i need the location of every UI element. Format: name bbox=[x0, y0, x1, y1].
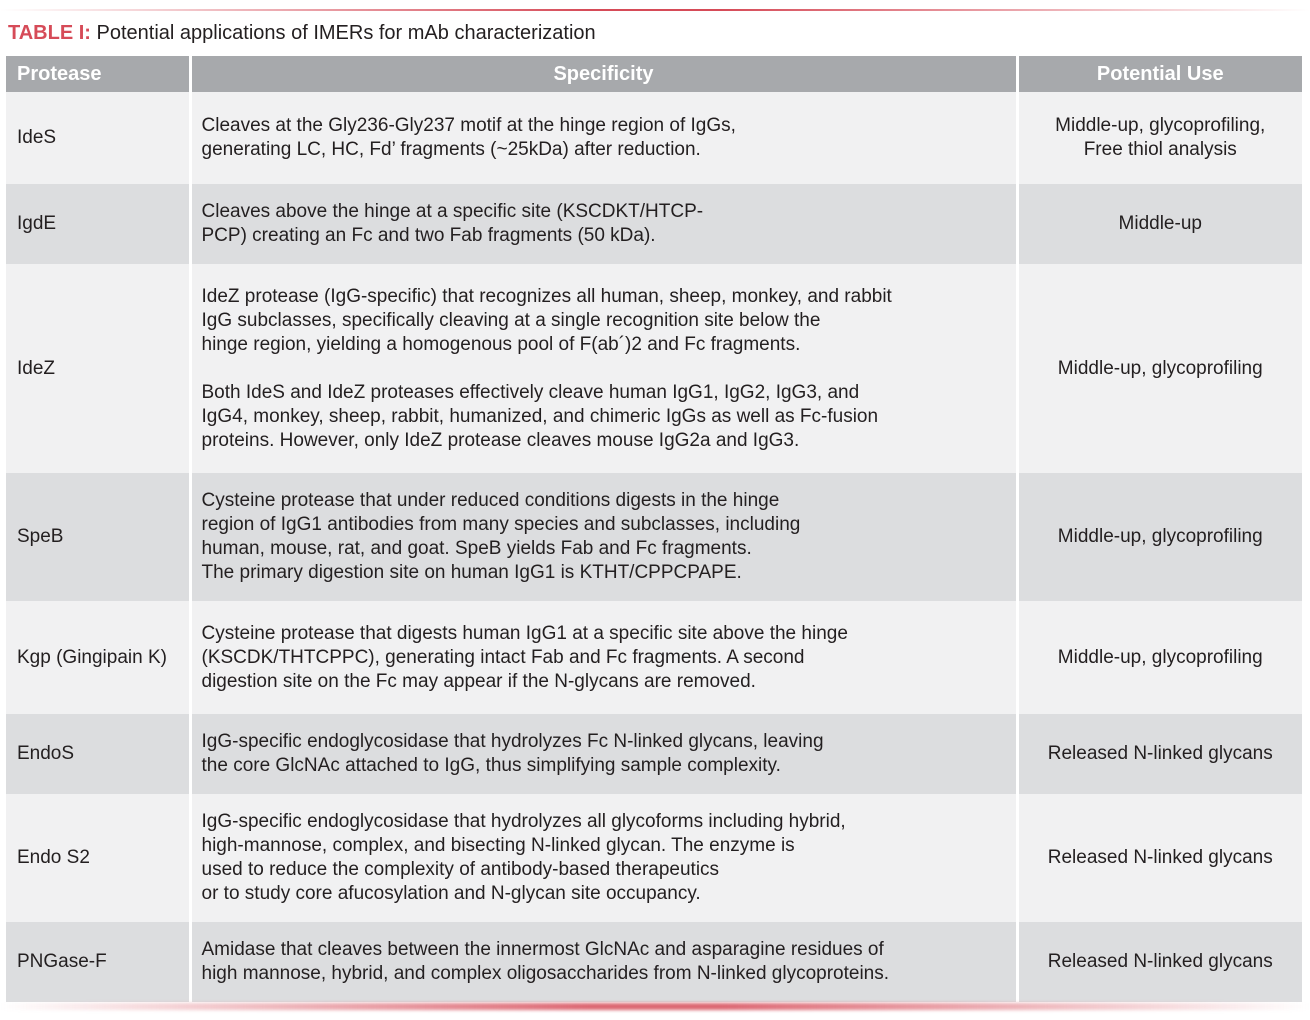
specificity-paragraph bbox=[202, 730, 1010, 778]
potential-use-line: Free thiol analysis bbox=[1083, 139, 1237, 160]
specificity-paragraph bbox=[202, 381, 1010, 453]
specificity-cell bbox=[190, 601, 1017, 714]
potential-use-line: Middle-up, glycoprofiling bbox=[1057, 526, 1263, 547]
specificity-line: The primary digestion site on human IgG1 is KTHT/CPPCPAPE. bbox=[201, 562, 742, 583]
specificity-line: PCP) creating an Fc and two Fab fragments (50 kDa). bbox=[201, 225, 656, 246]
specificity-line: generating LC, HC, Fd’ fragments (~25kDa) after reduction. bbox=[201, 139, 701, 160]
specificity-paragraph bbox=[202, 622, 1010, 694]
table-caption bbox=[8, 20, 596, 46]
protease-cell: IgdE bbox=[6, 184, 190, 264]
table-row bbox=[6, 473, 1302, 601]
protease-cell: SpeB bbox=[6, 473, 190, 601]
table-row bbox=[6, 601, 1302, 714]
caption-label: TABLE I: bbox=[8, 22, 91, 44]
specificity-line: hinge region, yielding a homogenous pool of F(ab´)2 and Fc fragments. bbox=[201, 333, 801, 355]
protease-cell: IdeZ bbox=[6, 264, 190, 473]
table-row bbox=[6, 264, 1302, 473]
specificity-line: region of IgG1 antibodies from many species and subclasses, including bbox=[201, 514, 801, 535]
specificity-paragraph bbox=[202, 810, 1010, 906]
specificity-cell bbox=[190, 184, 1017, 264]
potential-use-line: Middle-up, glycoprofiling bbox=[1057, 357, 1263, 379]
table-row bbox=[6, 184, 1302, 264]
protease-cell: PNGase-F bbox=[6, 922, 190, 1002]
bottom-accent-rule bbox=[0, 1003, 1310, 1010]
table-row bbox=[6, 92, 1302, 184]
table-row bbox=[6, 922, 1302, 1002]
specificity-cell bbox=[190, 92, 1017, 184]
specificity-line: IdeZ protease (IgG-specific) that recognizes all human, sheep, monkey, and rabbit bbox=[201, 285, 892, 307]
protease-cell: Endo S2 bbox=[6, 794, 190, 922]
specificity-cell bbox=[190, 922, 1017, 1002]
protease-table bbox=[6, 56, 1302, 1002]
potential-use-line: Released N-linked glycans bbox=[1047, 951, 1273, 972]
potential-use-line: Released N-linked glycans bbox=[1047, 847, 1273, 868]
potential-use-cell bbox=[1017, 184, 1302, 264]
specificity-line: IgG subclasses, specifically cleaving at a single recognition site below the bbox=[201, 309, 821, 331]
specificity-paragraph bbox=[202, 114, 1010, 162]
specificity-line: Amidase that cleaves between the innermost GlcNAc and asparagine residues of bbox=[201, 939, 884, 960]
specificity-line: proteins. However, only IdeZ protease cleaves mouse IgG2a and IgG3. bbox=[201, 429, 800, 451]
specificity-cell bbox=[190, 473, 1017, 601]
protease-cell: Kgp (Gingipain K) bbox=[6, 601, 190, 714]
potential-use-line: Middle-up bbox=[1118, 213, 1202, 234]
specificity-paragraph bbox=[202, 200, 1010, 248]
potential-use-cell bbox=[1017, 714, 1302, 794]
specificity-paragraph bbox=[202, 489, 1010, 585]
protease-cell: EndoS bbox=[6, 714, 190, 794]
specificity-cell bbox=[190, 714, 1017, 794]
table-row bbox=[6, 714, 1302, 794]
top-accent-rule bbox=[0, 9, 1310, 11]
potential-use-cell bbox=[1017, 264, 1302, 473]
caption-title: Potential applications of IMERs for mAb characterization bbox=[96, 22, 596, 44]
specificity-line: Cleaves at the Gly236-Gly237 motif at the hinge region of IgGs, bbox=[201, 115, 736, 136]
table-header-row bbox=[6, 56, 1302, 92]
specificity-line: human, mouse, rat, and goat. SpeB yields Fab and Fc fragments. bbox=[201, 538, 752, 559]
specificity-line: IgG-specific endoglycosidase that hydrolyzes Fc N-linked glycans, leaving bbox=[201, 731, 824, 752]
specificity-paragraph bbox=[202, 938, 1010, 986]
specificity-line: high mannose, hybrid, and complex oligosaccharides from N-linked glycoproteins. bbox=[201, 963, 890, 984]
table-row bbox=[6, 794, 1302, 922]
specificity-line: Cysteine protease that digests human IgG1 at a specific site above the hinge bbox=[201, 622, 848, 644]
specificity-line: (KSCDK/THTCPPC), generating intact Fab and Fc fragments. A second bbox=[201, 646, 805, 668]
specificity-line: the core GlcNAc attached to IgG, thus simplifying sample complexity. bbox=[201, 755, 781, 776]
potential-use-cell bbox=[1017, 794, 1302, 922]
specificity-paragraph bbox=[202, 285, 1010, 357]
specificity-line: Cysteine protease that under reduced conditions digests in the hinge bbox=[201, 490, 780, 511]
specificity-line: Cleaves above the hinge at a specific site (KSCDKT/HTCP- bbox=[201, 201, 704, 222]
specificity-line: IgG-specific endoglycosidase that hydrolyzes all glycoforms including hybrid, bbox=[201, 811, 846, 832]
specificity-cell bbox=[190, 794, 1017, 922]
potential-use-cell bbox=[1017, 473, 1302, 601]
specificity-line: Both IdeS and IdeZ proteases effectively cleave human IgG1, IgG2, IgG3, and bbox=[201, 381, 860, 403]
specificity-line: high-mannose, complex, and bisecting N-linked glycan. The enzyme is bbox=[201, 835, 795, 856]
potential-use-cell bbox=[1017, 92, 1302, 184]
specificity-line: or to study core afucosylation and N-glycan site occupancy. bbox=[201, 883, 701, 904]
potential-use-line: Middle-up, glycoprofiling, bbox=[1055, 115, 1266, 136]
specificity-line: used to reduce the complexity of antibody-based therapeutics bbox=[201, 859, 720, 880]
potential-use-cell bbox=[1017, 601, 1302, 714]
column-header-protease: Protease bbox=[6, 56, 190, 92]
protease-cell: IdeS bbox=[6, 92, 190, 184]
column-header-specificity: Specificity bbox=[190, 56, 1017, 92]
potential-use-line: Released N-linked glycans bbox=[1047, 743, 1273, 764]
specificity-line: digestion site on the Fc may appear if the N-glycans are removed. bbox=[201, 670, 756, 692]
specificity-cell bbox=[190, 264, 1017, 473]
specificity-line: IgG4, monkey, sheep, rabbit, humanized, and chimeric IgGs as well as Fc-fusion bbox=[201, 405, 879, 427]
potential-use-cell bbox=[1017, 922, 1302, 1002]
column-header-potential-use: Potential Use bbox=[1017, 56, 1302, 92]
potential-use-line: Middle-up, glycoprofiling bbox=[1057, 646, 1263, 668]
